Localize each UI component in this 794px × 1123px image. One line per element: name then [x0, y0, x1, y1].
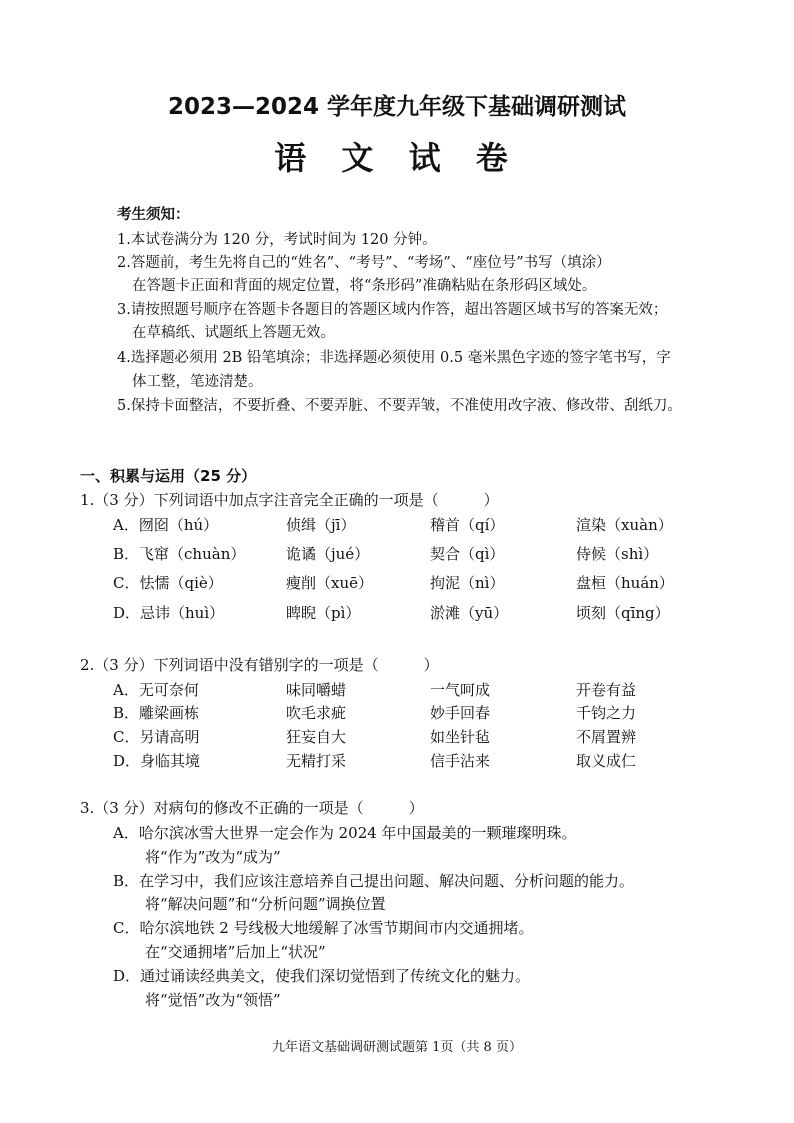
option-cell: 千钧之力 — [576, 704, 637, 722]
notice-line: 体工整，笔迹清楚。 — [132, 374, 263, 390]
subject-title: 语 文 试 卷 — [274, 139, 520, 177]
option-cell: 无精打采 — [286, 752, 347, 770]
notice-line: 5.保持卡面整洁，不要折叠、不要弄脏、不要弄皱，不准使用改字液、修改带、刮纸刀。 — [117, 398, 682, 414]
option-fix: 将“解决问题”和“分析问题”调换位置 — [145, 895, 386, 913]
option-cell: 瘦削（xuē） — [286, 574, 373, 592]
option-text: C．哈尔滨地铁 2 号线极大地缓解了冰雪节期间市内交通拥堵。 — [113, 919, 534, 937]
option-cell: 取义成仁 — [576, 752, 637, 770]
option-cell: C．怯懦（qiè） — [113, 574, 223, 592]
option-cell: D．身临其境 — [113, 752, 201, 770]
question-stem: 3.（3 分）对病句的修改不正确的一项是（ ） — [80, 799, 424, 817]
option-cell: 侍候（shì） — [576, 545, 659, 563]
option-cell: 渲染（xuàn） — [576, 516, 673, 534]
option-cell: D．忌讳（huì） — [113, 604, 225, 622]
option-cell: 诡谲（jué） — [286, 545, 370, 563]
option-cell: 不屑置辨 — [576, 728, 637, 746]
option-cell: 盘桓（huán） — [576, 574, 674, 592]
option-fix: 将“作为”改为“成为” — [145, 848, 281, 866]
option-cell: 狂妄自大 — [286, 728, 347, 746]
option-cell: 拘泥（nì） — [430, 574, 505, 592]
option-cell: B．雕梁画栋 — [113, 704, 200, 722]
option-cell: 顷刻（qīng） — [576, 604, 670, 622]
option-text: D．通过诵读经典美文，使我们深切觉悟到了传统文化的魅力。 — [113, 967, 531, 985]
exam-title: 2023—2024 学年度九年级下基础调研测试 — [167, 94, 627, 120]
option-cell: 睥睨（pì） — [286, 604, 361, 622]
option-cell: 稽首（qí） — [430, 516, 505, 534]
option-cell: A．无可奈何 — [113, 681, 199, 699]
option-cell: 如坐针毡 — [430, 728, 491, 746]
option-cell: 侦缉（jī） — [286, 516, 356, 534]
notice-line: 3.请按照题号顺序在答题卡各题目的答题区域内作答，超出答题区域书写的答案无效； — [117, 302, 668, 318]
option-cell: 信手沾来 — [430, 752, 491, 770]
option-text: A．哈尔滨冰雪大世界一定会作为 2024 年中国最美的一颗璀璨明珠。 — [113, 824, 577, 842]
page-footer: 九年语文基础调研测试题第 1页（共 8 页） — [272, 1040, 522, 1055]
question-stem: 2.（3 分）下列词语中没有错别字的一项是（ ） — [80, 656, 439, 674]
notice-line: 4.选择题必须用 2B 铅笔填涂；非选择题必须使用 0.5 毫米黑色字迹的签字笔书写，字 — [117, 350, 671, 366]
option-cell: 开卷有益 — [576, 681, 637, 699]
option-cell: 契合（qì） — [430, 545, 505, 563]
option-cell: B．飞窜（chuàn） — [113, 545, 246, 563]
option-cell: A．囫囵（hú） — [113, 516, 219, 534]
question-stem: 1.（3 分）下列词语中加点字注音完全正确的一项是（ ） — [80, 491, 499, 509]
option-fix: 在“交通拥堵”后加上“状况” — [145, 943, 326, 961]
notice-heading: 考生须知： — [117, 206, 190, 223]
option-cell: 一气呵成 — [430, 681, 491, 699]
notice-line: 1.本试卷满分为 120 分，考试时间为 120 分钟。 — [117, 232, 437, 248]
section-heading: 一、积累与运用（25 分） — [80, 467, 257, 485]
option-cell: 淤滩（yū） — [430, 604, 509, 622]
notice-line: 在草稿纸、试题纸上答题无效。 — [132, 325, 335, 341]
option-cell: 吹毛求疵 — [286, 704, 347, 722]
option-fix: 将“觉悟”改为“领悟” — [145, 991, 281, 1009]
option-cell: 妙手回春 — [430, 704, 491, 722]
option-cell: 味同嚼蜡 — [286, 681, 347, 699]
option-text: B．在学习中，我们应该注意培养自己提出问题、解决问题、分析问题的能力。 — [113, 872, 635, 890]
notice-line: 2.答题前，考生先将自己的“姓名”、“考号”、“考场”、“座位号”书写（填涂） — [117, 255, 611, 271]
notice-line: 在答题卡正面和背面的规定位置，将“条形码”准确粘贴在条形码区域处。 — [132, 278, 597, 294]
option-cell: C．另请高明 — [113, 728, 200, 746]
